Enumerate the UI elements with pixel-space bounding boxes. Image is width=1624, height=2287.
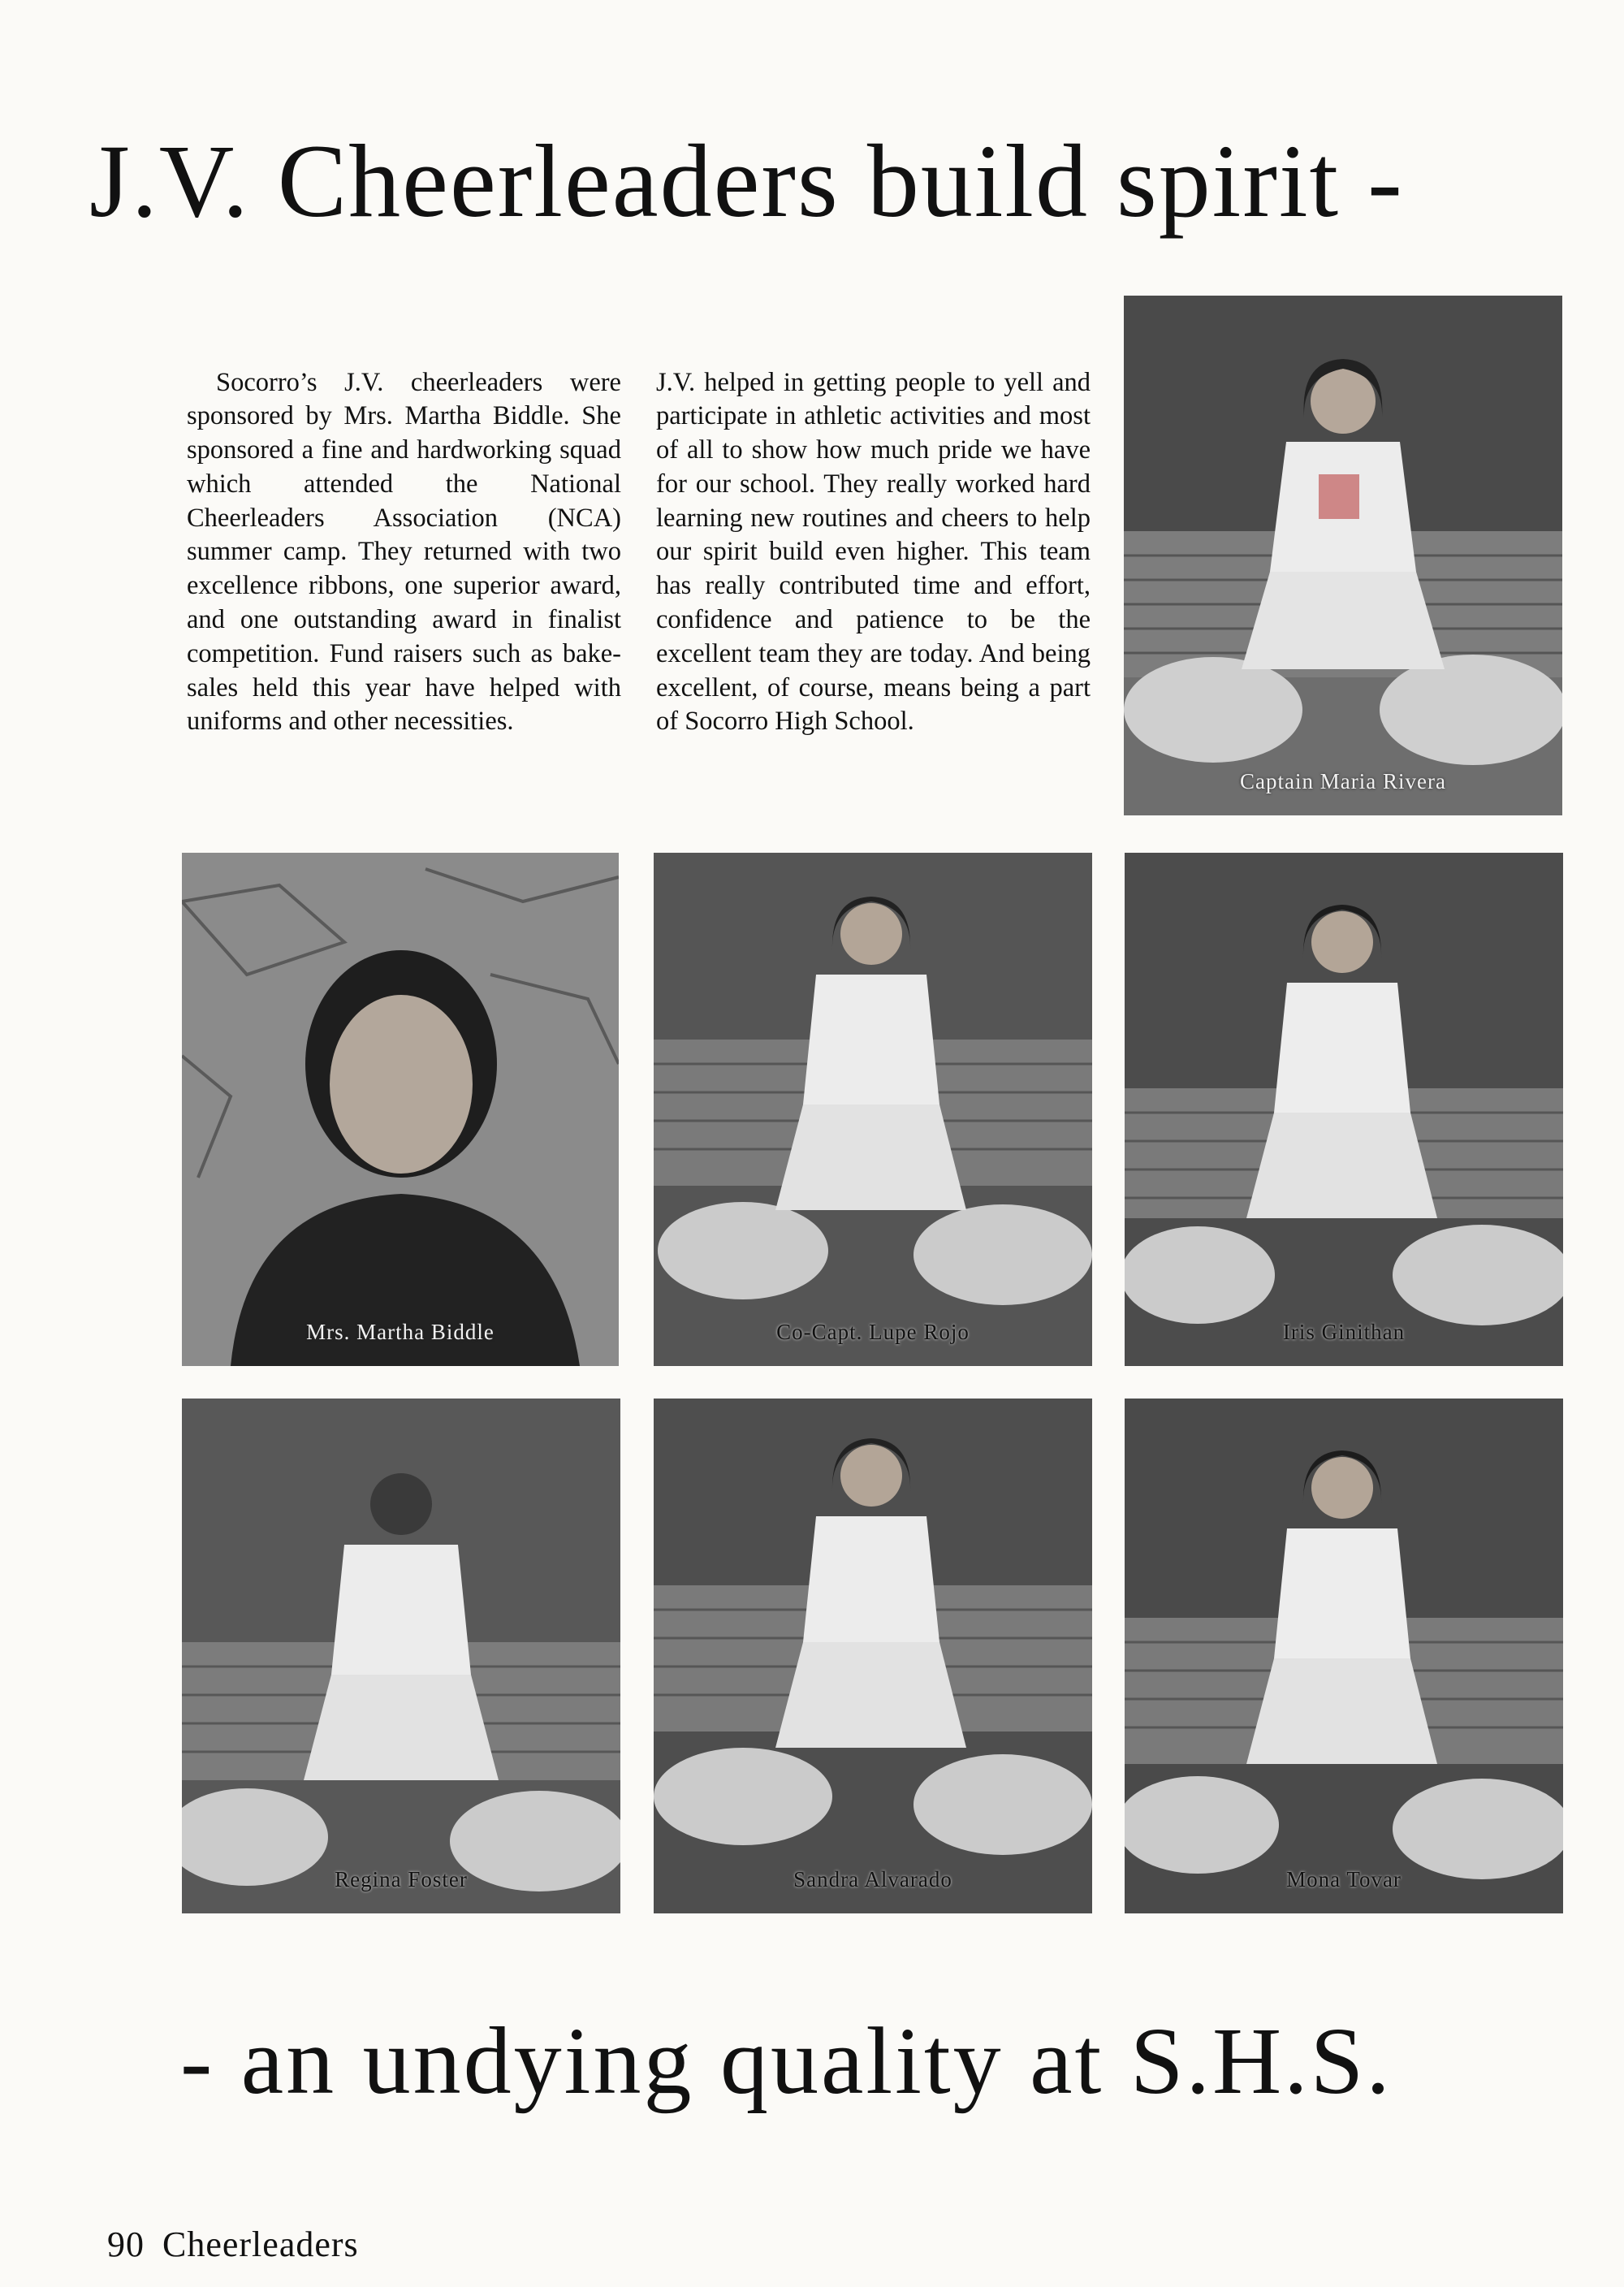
caption-captain: Captain Maria Rivera bbox=[1240, 769, 1446, 793]
article-column-2: J.V. helped in getting people to yell and participate in athletic activities and most of all to show how much pride we have for our school. They really worked hard learning new routines and cheers to help our spirit build even higher. This team has really contributed time and effort, confidence and patience to be the excellent team they are today. And being excellent, of course, means being a part of Socorro High School. bbox=[656, 367, 1091, 737]
photo-regina bbox=[182, 1399, 620, 1913]
photo-sandra bbox=[654, 1399, 1092, 1913]
page-title: J.V. Cheerleaders build spirit - bbox=[89, 123, 1404, 239]
caption-iris: Iris Ginithan bbox=[1282, 1320, 1406, 1344]
caption-sponsor: Mrs. Martha Biddle bbox=[306, 1320, 495, 1344]
page-subtitle: - an undying quality at S.H.S. bbox=[180, 2008, 1393, 2114]
photo-captain bbox=[1124, 296, 1562, 815]
page-number: 90 bbox=[107, 2224, 145, 2264]
caption-mona: Mona Tovar bbox=[1286, 1867, 1402, 1891]
photo-cocaptain bbox=[654, 853, 1092, 1366]
photo-mona bbox=[1125, 1399, 1563, 1913]
photo-iris bbox=[1125, 853, 1563, 1366]
caption-regina: Regina Foster bbox=[335, 1867, 468, 1891]
article-column-1: Socorro’s J.V. cheerleaders were sponsored by Mrs. Martha Biddle. She sponsored a fine and hardworking squad which attended the National Cheerleaders Association (NCA) summer camp. They returned with two excellence ribbons, one superior award, and one outstanding award in finalist competition. Fund raisers such as bake-sales held this year have helped with uniforms and other necessities. bbox=[187, 367, 621, 737]
caption-sandra: Sandra Alvarado bbox=[793, 1867, 952, 1891]
page-footer bbox=[107, 2224, 377, 2265]
caption-cocaptain: Co-Capt. Lupe Rojo bbox=[776, 1320, 970, 1344]
section-name: Cheerleaders bbox=[162, 2224, 359, 2264]
photo-sponsor bbox=[182, 853, 619, 1366]
